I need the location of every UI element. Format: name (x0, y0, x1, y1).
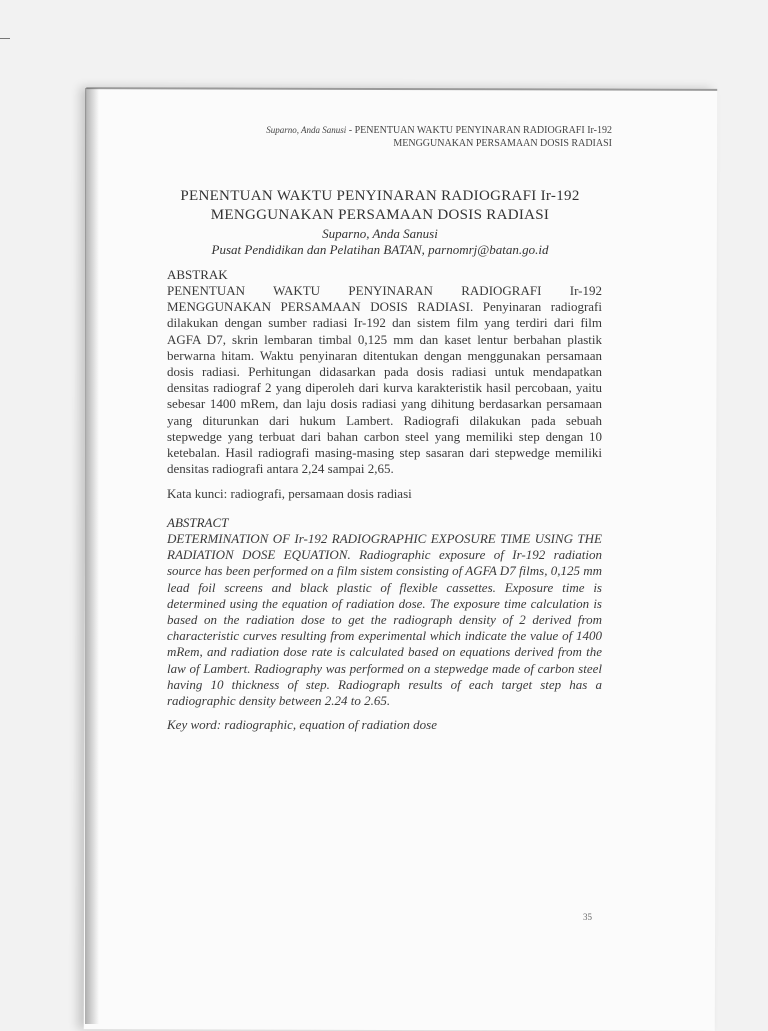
abstrak-keywords: Kata kunci: radiografi, persamaan dosis radiasi (167, 486, 412, 501)
page-number: 35 (583, 912, 592, 922)
running-head-line2: MENGGUNAKAN PERSAMAAN DOSIS RADIASI (393, 138, 612, 149)
abstrak-text: PENENTUAN WAKTU PENYINARAN RADIOGRAFI Ir-192 MENGGUNAKAN PERSAMAAN DOSIS RADIASI. Penyinaran radiografi dilakukan dengan sumber radiasi Ir-192 dan sistem film yang terdiri dari film AGFA D7, skrin lembaran timbal 0,125 mm dan kaset lentur berbahan plastik berwarna hitam. Waktu penyinaran ditentukan dengan menggunakan persamaan dosis radiasi. Perhitungan didasarkan pada dosis radiasi untuk mendapatkan densitas radiograf 2 yang diperoleh dari kurva karakteristik hasil percobaan, yaitu sebesar 1400 mRem, dan laju dosis radiasi yang dihitung berdasarkan persamaan yang diturunkan dari hukum Lambert. Radiografi dilakukan pada sebuah stepwedge yang terbuat dari bahan carbon steel yang memiliki step dengan 10 ketebalan. Hasil radiografi masing-masing step sasaran dari stepwedge memiliki densitas radiografi antara 2,24 sampai 2,65. (167, 283, 602, 477)
running-head (160, 124, 612, 150)
running-head-authors: Suparno, Anda Sanusi (266, 125, 347, 135)
paper-edge-shadow (85, 88, 99, 1024)
scan-edge-mark (0, 38, 10, 39)
paper-title (160, 187, 600, 225)
abstract-heading: ABSTRACT (167, 515, 229, 530)
running-head-line1: - PENENTUAN WAKTU PENYINARAN RADIOGRAFI Ir-192 (346, 125, 612, 136)
abstrak-heading: ABSTRAK (167, 267, 228, 282)
title-line2: MENGGUNAKAN PERSAMAAN DOSIS RADIASI (210, 207, 550, 223)
abstract-keywords: Key word: radiographic, equation of radiation dose (167, 717, 437, 732)
title-line1: PENENTUAN WAKTU PENYINARAN RADIOGRAFI Ir-192 (180, 188, 580, 204)
authors: Suparno, Anda Sanusi (322, 226, 438, 241)
abstract-text: DETERMINATION OF Ir-192 RADIOGRAPHIC EXPOSURE TIME USING THE RADIATION DOSE EQUATION. Radiographic exposure of Ir-192 radiation source has been performed on a film sistem consisting of AGFA D7 films, 0,125 mm lead foil screens and black plastic of flexible cassettes. Exposure time is determined using the equation of radiation dose. The exposure time calculation is based on the radiation dose to get the radiograph density of 2 derived from characteristic curves resulting from experimental which indicate the value of 1400 mRem, and radiation dose rate is calculated based on equations derived from the law of Lambert. Radiography was performed on a stepwedge made of carbon steel having 10 thickness of step. Radiograph results of each target step has a radiographic density between 2.24 to 2.65. (167, 531, 603, 709)
affiliation: Pusat Pendidikan dan Pelatihan BATAN, parnomrj@batan.go.id (211, 242, 549, 257)
